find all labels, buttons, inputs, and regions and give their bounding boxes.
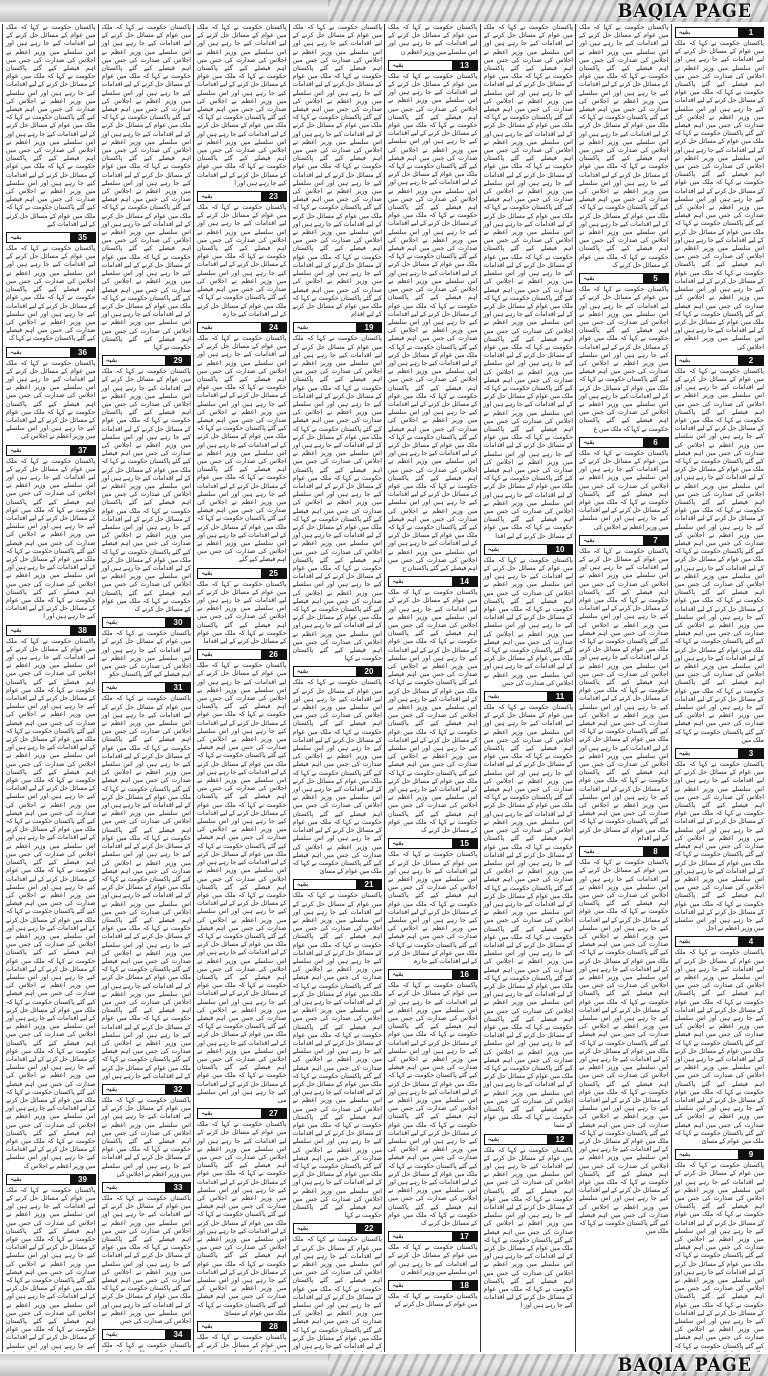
continuation-header — [6, 445, 96, 456]
continuation-number: 27 — [261, 1108, 287, 1119]
article-text: پاکستان حکومت نے کہا کہ ملک میں عوام کے مسائل حل کرنے کے لیے اقدامات کیے جا رہے ہیں اور اس سلسلے میں وزیر اعظم نے اجلاس کی صدارت کی جس میں اہم فیصلے کیے گئے پاکستان حکومت نے کہا کہ ملک میں عوام کے مسائل حل کرنے کے لیے اقدامات کیے جا رہے ہیں اور اس سلسلے میں وزیر اعظم نے اجلاس کی صدارت کی جس میں اہم فیصلے کیے گئے پاکستان حکومت نے کہا کہ ملک میں عوام کے مسائل حل کرنے کے لیے اقدامات کیے جا رہے ہیں اور اس سلسلے میں وزیر اعظم نے اجلاس کی صدارت کی جس میں اہم فیصلے کیے گئے پاکستان حکومت نے کہا کہ ملک میں عوام کے مسائل حل کرنے کے لیے اقدامات کیے جا رہے ہیں اور اس سلسلے میں وزیر اعظم نے اجلاس کی صدارت کی جس میں اہم فیصلے کیے گئے پاکستان حکومت نے کہا کہ ملک میں عوام کے مسائل حل کرنے کے لیے اقدامات کیے جا رہے ہیں اور اس سلسلے میں وزیر اعظم نے اجلاس کی صدارت کی جس میں اہم فیصلے کیے گئے پاکستان حکومت نے کہا کہ ملک میں عوام کے مسائل حل کرنے ک — [579, 24, 669, 269]
article-text: پاکستان حکومت نے کہا کہ ملک میں عوام کے مسائل حل کرنے کے لیے اقدامات کیے جا رہے ہیں اور اس سلسلے میں وزیر اعظم نے اجلاس کی صدارت کی جس میں اہم فیصلے کیے گئے پاکستان حکومت نے کہا کہ ملک میں عوام کے مسائل حل کرنے کے لیے اقداما — [197, 580, 287, 646]
continuation-label: بقیہ — [197, 1321, 261, 1332]
continuation-number: 33 — [165, 1182, 191, 1193]
article-text: پاکستان حکومت نے کہا کہ ملک میں عوام کے مسائل حل کرنے کے لیے اقدامات کیے جا رہے ہیں اور اس سلسلے میں وزیر اعظم نے اجلاس کی صدارت کی جس میں اہم فیصلے کیے گئے پاکستان حکومت نے کہا کہ ملک میں عوام کے مسائل حل کرنے کے لیے اقدامات کیے جا رہے ہیں اور اس سلسلے میں وزیر اعظم نے اجلاس کی صدارت کی جس میں اہم فیصلے کیے گئے پاکستان حکومت نے کہا کہ ملک میں عوام کے مسائل حل کرنے کے لیے اقدامات کیے جا رہے ہیں اور اس سلسلے میں وزیر اعظم نے اجلاس کی صدارت کی جس میں اہم فیصلے کیے گئے پاکستان حکومت نے کہا کہ ملک میں عوام کے مسائل حل کرنے کے لیے اقدامات کیے جا رہے ہیں اور اس سلسلے میں وزیر اعظم نے اجلاس کی صدارت کی جس میں اہم فیصلے کیے گئے پاکستان حکومت نے کہا کہ ملک میں عوام کے مسائ — [674, 949, 764, 1145]
article-text: پاکستان حکومت نے کہا کہ ملک میں عوام کے مسائل حل کرنے کے لیے اقدامات کیے جا رہے ہیں اور اس سلسلے میں وزیر اعظم نے اجلاس کی صدارت کی جس میں اہم فیصلے کیے گئے پاکستان حکومت نے کہا کہ ملک میں عوام کے مسائل حل کرنے کے لیے اقدامات کیے جا رہے ہیں اور اس سلسلے میں وزیر اعظم نے اجلاس کی — [579, 449, 669, 531]
continuation-header — [102, 355, 192, 366]
continuation-number: 34 — [165, 1329, 191, 1340]
continuation-number: 20 — [356, 666, 382, 677]
continuation-number: 35 — [70, 232, 96, 243]
continuation-number: 39 — [70, 1174, 96, 1185]
continuation-header — [484, 691, 574, 702]
continuation-header — [6, 232, 96, 243]
continuation-header — [197, 322, 287, 333]
article-text: پاکستان حکومت نے کہا کہ ملک میں عوام کے مسائل حل کرنے کے لیے اقدامات کیے جا رہے ہیں اور اس سلسلے میں وزیر اعظم نے اجلاس کی صدارت کی جس میں اہم فیصلے کیے گئے پاکستان حکومت نے کہا کہ ملک میں عوام کے مسائل حل کرنے کے لیے اقدامات کیے جا رہے ہیں اور اس سلسلے میں وزیر اعظم نے اجلاس کی صدارت کی جس میں اہم فیصلے کیے گئے پاکستان حکومت نے کہا کہ ملک میں عوام کے مسائل حل کرنے کے لیے اقدامات کیے جا رہے ہیں اور اس سلسلے میں وزیر اعظم نے اجلاس کی صدارت کی جس میں اہم فیصلے کیے گئے پاکستان حکومت نے کہا کہ ملک میں عوام کے مسائل حل کرنے کے لیے اقدامات کیے جا رہے ہیں اور اس سلسلے میں وزیر اعظم نے اجلاس کی صدارت کی جس میں اہم فیصلے کیے گئے پاکستان حکومت نے کہا کہ ملک میں عوام کے مسائل حل کرنے کے لیے اقدامات کیے جا رہے ہیں اور اس سلسلے میں وزیر اعظم نے اجلاس کی صدارت کی جس میں اہم فیصلے کیے گئے پاکستان حکومت نے کہا کہ ملک میں عوام کے مسائل حل کرنے کے لیے اقدامات کیے جا رہے ہیں اور اس سلسلے میں وزیر اعظم نے اجلاس کی صدارت کی جس میں اہم فیصلے کیے گئے پاکستان حکومت نے کہا کہ ملک میں عوام کے مسائل حل کرنے کے لیے اقدامات کیے جا رہے ہیں اور اس سلسلے میں وزیر اعظم نے اجلاس کی صدارت کی جس میں اہم فیصلے کیے گئے پاکستان حکومت نے کہا کہ ملک میں عوام کے مسائل حل کرنے کے لیے اقدامات کیے جا رہے ہیں اور اس سلسلے میں وزیر اعظم نے اجلاس کی صدارت کی جس میں اہم فیصلے کیے گئے پاکستان حکومت نے کہا کہ ملک میں عوام کے مسائل حل کرنے کے لیے اقدامات کیے جا رہے ہیں اور اس سلسلے میں وزیر اعظم نے اجلاس کی صدارت کی جس میں اہم فیصلے کیے گئے پاکستان حکومت نے کہا کہ ملک میں عوام کے مسائل حل کرنے کے لیے اقدامات کیے جا رہے ہیں اور اس سلسلے میں وزیر اعظم نے اجلاس کی صدارت کی جس میں اہم فیصلے کیے گئے پاکستان حکومت نے کہا کہ ملک میں عوام کے مسائل حل کرنے کے لیے اقدامات کیے جا رہے ہیں اور اس سلسلے میں وزیر اعظم نے اجلاس کی صدارت کی جس میں اہم فیصلے کیے گئے پاکستان حکومت نے کہا کہ ملک میں عوام کے مسائل حل کرنے کے لیے اقدامات کیے جا رہے ہیں اور اس سلسلے میں وزیر اعظم نے اجلاس ک — [6, 637, 96, 1170]
continuation-header — [579, 535, 669, 546]
news-column — [671, 24, 768, 1352]
article-text: پاکستان حکومت نے کہا کہ ملک میں عوام کے مسائل حل کرنے کے لیے اقدامات کیے جا رہے ہیں اور اس سلسلے میں وزیر اعظم نے اجلاس کی صدارت کی جس میں اہم فیصلے کیے گئے پاکستان حکومت نے کہا کہ ملک میں عوام کے مسائل حل کرنے کے لیے اقدامات کیے جا رہے ہیں اور اس سلسلے میں وزیر اعظم نے اجلاس کی صدارت کی جس میں اہم فیصلے کیے گئے پاکستان حکومت نے کہا کہ ملک میں عوام کے مسائل حل کرنے کے لیے اقدامات کیے جا رہے ہیں اور اس سلسلے میں وزیر اعظم نے اجلاس کی صدارت کی جس میں اہم فیصلے کیے گئے پاکستان حکومت نے کہا کہ ملک میں عوام کے مسائل حل کرنے کے لیے اقدامات کیے جا رہے ہیں اور اس سلسلے میں وزیر اعظم نے اجلاس کی صدارت کی جس میں اہم فیصلے کیے گئے پاکستان حکومت نے کہا کہ ملک میں عوام کے مسائل حل کرنے کے لیے اقدامات کیے جا رہے ہیں اور اس سلسلے میں وزیر اعظم نے اجلاس کی صدارت کی جس میں اہم فیصلے کیے گئے پاکستان حکومت نے کہا کہ ملک میں عوام کے مسائل حل کرنے کے لیے اقدامات کیے جا رہے ہیں اور اس سلسلے میں وزیر اعظم نے اجلاس کی صدارت کی جس میں اہم فیصلے کیے گئے پاکستان حکومت نے کہا کہ ملک میں عوام کے مسائل حل کرنے کے لیے اقدامات کیے جا رہے ہیں اور اس سلسلے میں وزیر اعظم نے اجلاس کی صدارت کی جس میں اہم فیصلے کیے گئے پاکستان حکومت نے کہا کہ ملک میں عوام کے مسائل حل کرنے کے لیے اقدامات کیے جا رہے ہیں اور اس سلسلے میں وزیر اعظم نے اجلاس کی صدارت کی جس میں اہم فیصلے کیے گئے پاکستان حکومت نے کہا کہ ملک میں عوام کے مسائل حل کرنے کے لیے اقدامات کیے جا رہے ہیں اور اس سلسلے میں وزیر اعظم نے اجلاس کی صدارت کی جس میں اہم فیصلے کیے گئے پاکستان حکومت نے کہا کہ ملک میں عوام کے مسائل حل کرنے کے لیے اقدامات کیے جا رہے ہیں اور اس سلسلے می — [197, 662, 287, 1104]
article-text: پاکستان حکومت نے کہا کہ ملک میں عوام کے مسائل حل کرنے کے لیے اقدامات کیے جا رہے ہیں اور اس سلسلے میں وزیر اعظم نے اجلاس کی صدارت کی جس میں اہم فیصلے کیے گئے پاکستان حکومت نے کہا کہ ملک میں عوام کے مسائل حل کرنے کے لیے اقدامات کیے جا رہے ہیں اور اس سلسلے میں وزیر اعظم نے اجلاس کی صدارت کی جس میں اہم فیصلے کیے گئے پاکستان حکومت نے کہا کہ ملک میں عوام کے مسائل حل کرنے کے لیے اقدامات کیے جا رہے ہیں اور اس سلسلے میں وزیر اعظم نے اجلاس کی صدارت کی جس میں اہم فیصلے کیے گئے پاکستان حکومت نے کہا کہ ملک میں عوام کے مسائل حل کرنے کے لیے اقدامات کیے جا رہے ہیں اور ا — [197, 24, 287, 187]
continuation-number: 23 — [261, 191, 287, 202]
continuation-header — [197, 1321, 287, 1332]
continuation-label: بقیہ — [102, 1329, 166, 1340]
article-text: پاکستان حکومت نے کہا کہ ملک میں عوام کے مسائل حل کرنے کے لیے اقدامات کیے جا رہے ہیں اور اس سلسلے میں وزیر اعظم نے اجلاس کی صدارت کی جس میں اہم فیصلے کیے گئے پاکستان حکومت نے کہا کہ ملک میں عوام کے مسائل حل کرنے کے لیے اقدامات کیے جا رہے ہیں اور اس سلسلے میں وزیر اعظم نے اجلاس کی صدارت کی جس میں اہم فیصلے کیے گئے پاکستان حکومت نے کہا کہ ملک میں عوام کے مسائل حل کرنے کے لیے اقدامات کیے جا رہے ہیں اور اس سلسلے میں وزیر اعظم نے اجلاس کی صدارت کی جس میں اہم فیصلے کیے گئے پاکستان حکومت نے کہا کہ ملک میں عوام کے مسائل حل کرنے کے لیے اقدامات کیے جا رہے ہیں اور اس سلسلے میں وزیر اعظم نے اجلاس کی صدارت کی جس میں اہم فیصلے کیے گئے پاکستان حکومت نے کہا کہ ملک میں عوام کے مسائل حل کرنے کے لیے اقدامات کیے جا رہے ہیں اور اس سلسلے میں وزیر اعظم نے اجلاس کی صدارت کی جس میں اہم فیصلے کیے گئے پاکستان حکومت نے کہا کہ ملک میں عوام کے مسائل حل کرنے کے لیے اقدامات کیے جا رہے ہیں اور اس سلسلے میں وزیر اعظم نے اجلاس کی صدارت کی جس میں اہم فیصلے کیے گئے پاکستان حکومت نے کہا کہ ملک میں عوام کے مسائل حل کرنے کے لیے اقدام — [292, 24, 382, 319]
continuation-header — [388, 1231, 478, 1242]
continuation-header — [102, 1329, 192, 1340]
continuation-number: 19 — [356, 322, 382, 333]
continuation-number: 15 — [452, 838, 478, 849]
continuation-label: بقیہ — [388, 576, 452, 587]
article-text: پاکستان حکومت نے کہا کہ ملک میں عوام کے مسائل حل کرنے کے لیے اقدامات کیے جا رہے ہیں اور اس سلسلے میں وزیر اعظم نے اجلاس کی صدارت کی جس میں اہم فیصلے کیے گئے پاکستان حکومت نے کہا کہ ملک میں عوام کے مسائل حل کرنے کے لیے اقدامات کیے جا رہے ہیں اور اس سلسلے میں وزیر اعظم نے اجلاس کی صدارت کی جس میں اہم فیصلے کیے گئے پاکستان حکومت نے کہا کہ ملک میں عوام کے مسائل حل کرنے کے لیے اقدامات کیے جا رہ — [388, 851, 478, 965]
continuation-label: بقیہ — [388, 838, 452, 849]
continuation-number: 26 — [261, 649, 287, 660]
continuation-number: 14 — [452, 576, 478, 587]
article-text: پاکستان حکومت نے کہا کہ ملک میں عوام کے مسائل حل کرنے کے لیے اقدامات کیے جا رہے ہیں اور اس سلسلے میں وزیر اعظم نے اجلاس کی صدارت کی جس میں اہم فیصلے کیے گئے پاکستان حکومت نے کہا کہ ملک میں عوام کے مسائل حل کرنے کے لیے اقدامات کیے جا رہے ہیں اور اس سلسلے میں وزیر اعظم نے اجلاس کی صدارت کی جس میں اہم فیصلے کیے گئے پاکستان حکومت نے کہا کہ ملک میں عوام کے مسائل حل کرنے کے لیے اقدامات کیے جا رہے ہیں اور اس سلسلے میں وزیر اعظم نے اجلاس کی صدارت کی جس میں اہم فیصلے کیے گئے پاکستان حکومت نے کہا کہ ملک میں عوام کے مسائل حل کرنے کے لیے اقدامات کیے جا رہے ہیں اور اس سلسلے میں وزیر اعظم نے اجلاس کی صدارت کی جس میں اہم فیصلے کیے گئے پاکستان حکومت نے کہا کہ ملک میں عوام کے مسائل حل کرنے کے لیے اقدامات کیے جا رہے ہیں اور اس سلسلے میں وزیر اعظم نے اجلاس کی صدارت کی جس میں اہم فیصلے کیے گئے پاکستان حکومت نے کہا کہ ملک میں عوام کے مسائل حل کرنے ک — [388, 589, 478, 835]
continuation-header — [197, 1108, 287, 1119]
continuation-label: بقیہ — [675, 1149, 739, 1160]
continuation-header — [675, 936, 765, 947]
article-text: پاکستان حکومت نے کہا کہ ملک میں عوام کے مسائل حل کرنے کے لیے اقدامات کیے جا رہے ہیں اور اس سلسلے میں وزیر اعظم نے اجلاس کی صدارت کی جس میں اہم فیصلے کیے گئے پاکستان حکومت نے کہا کہ ملک میں عوام کے مسائل حل کرنے کے لیے اقدامات کیے جا رہے ہیں اور اس سلسلے میں وزیر اعظم نے اجلاس کی صدارت کی جس میں اہم فیصلے کیے گئے پاکستان حکومت نے کہا کہ ملک میں عوام کے مسائل حل کرنے کے لیے اقدامات کیے جا رہے ہیں اور اس سلسلے میں وزیر اعظم نے اجلاس کی صدارت کی جس میں اہم فیصلے کیے گئے پاکستان حکومت نے کہا کہ ملک میں عوام کے مسائل حل کرنے کے لیے اقدامات کیے جا رہے ہیں اور اس سلسلے میں وزیر اعظم نے اجلاس کی صدارت کی جس میں اہم فیصلے کیے گئے پاکستان حکومت نے کہا کہ ملک میں عوام کے مسائل حل کرنے کے لیے اقدامات کیے جا رہے ہیں اور اس سلسلے میں وزیر اعظم نے اجلاس کی صدارت کی جس میں اہم فیصلے کیے گئے پاکستان حکومت نے کہا کہ ملک میں عوام کے مسائل حل کرنے کے لیے اقدامات کیے جا رہے ہیں اور اس سلسلے میں وزیر اعظم نے اجلاس کی صدارت کی جس میں اہم فیصلے کیے گئے پاکستان حکومت نے کہا کہ ملک میں عوام کے مسائل حل کرنے کے لیے اقدامات کیے جا رہے ہیں اور اس سلسلے میں وزیر اعظم نے اجلاس کی صدارت کی جس میں اہم فیصلے کیے گئے پاکستان حکومت نے کہا کہ ملک میں عوام کے مسائل حل کرنے کے لیے اقدامات کیے جا رہے ہیں اور اس سلسلے میں وزیر اعظم نے اجلاس کی صدارت کی جس میں اہم فیصلے کیے گئے پاکستان حکومت نے کہا کہ ملک میں — [579, 859, 669, 1236]
continuation-label: بقیہ — [102, 355, 166, 366]
continuation-label: بقیہ — [579, 273, 643, 284]
article-text: پاکستان حکومت نے کہا کہ ملک میں عوام کے مسائل حل کرنے کے لیے اقدامات کیے جا رہے ہیں اور اس سلسلے میں وزیر اعظم نے اجلاس کی صدارت کی جس میں اہم فیصلے کیے گئے پاکستان حکومت نے کہا کہ ملک میں عوام کے مسائل حل کرنے کے لیے اقدامات کیے جا رہے ہیں اور اس سلسلے میں وزیر اعظم نے اجلاس کی صدارت کی جس میں اہم فیصلے کیے گئے پاکستان حکومت نے کہا کہ ملک میں عوام کے مسائل حل کرنے کے لیے اقدامات کیے جا رہے ہیں اور اس سلسلے میں وزیر اعظم نے اجلاس کی صدارت کی جس میں اہم فیصلے کیے گئے پاکستان حکومت نے کہا کہ ملک میں عوام کے مسائل حل کرنے کے لیے اقدامات کیے جا رہے ہیں اور اس سلسلے میں وزیر اعظم نے اجلاس کی صدارت کی جس میں اہم فیصلے کیے گئے پاکستان حکومت نے کہا کہ ملک میں عوام کے مسائل حل کرنے کے لیے اقدامات کیے جا رہے ہیں اور اس سلسلے میں وزیر اعظم نے اجلاس کی صدارت کی جس میں اہم فیصلے کیے گئے پاکستان حکومت نے کہا کہ ملک میں عوام کے مسائل حل کرنے کے لیے اقدامات کیے جا رہے ہیں اور اس سلسلے میں وزیر اعظم نے اجلاس کی صدارت کی جس میں اہم فیصلے کیے گئے پاکستان حکومت نے کہا کہ ملک میں عوام کے مسائل حل کرنے کے لیے اقدامات کیے جا رہے ہیں اور اس سلسلے میں وزیر اعظم نے اجلاس کی صدارت کی جس میں اہم فیصلے کیے گئے پاکستان حکومت نے کہا — [292, 892, 382, 1220]
article-text: پاکستان حکومت نے کہا کہ ملک میں عوام کے مسائل حل کرنے کے لیے اقدامات کیے جا رہے ہیں اور اس سلسلے میں وزیر اعظم نے اجلاس کی صدارت کی جس میں اہم فیصلے کیے گئے پاکستان حکومت نے کہا کہ ملک میں عوام کے مسائل حل کرنے کے لیے اقدامات کیے جا رہے ہیں اور اس سلسلے میں وزیر اعظم نے اجلاس کی صدارت کی جس میں اہم فیصلے کیے گئے پاکستان حکومت نے کہا کہ ملک میں عوام کے مسائل حل کرنے کے لیے اقدامات کیے جا رہے ہیں اور اس سلسلے میں وزیر اعظم نے اجلاس کی صدارت کی جس میں اہم فیصلے کیے گئے پاکستان حکومت نے کہا کہ ملک میں عوام کے مسائل حل کرنے کے لیے اقدامات کیے جا رہے ہیں اور ا — [483, 1146, 573, 1310]
continuation-header — [6, 1174, 96, 1185]
continuation-header — [293, 879, 383, 890]
continuation-label: بقیہ — [6, 625, 70, 636]
continuation-label: بقیہ — [484, 691, 548, 702]
continuation-number: 6 — [643, 437, 669, 448]
continuation-header — [675, 355, 765, 366]
continuation-header — [675, 748, 765, 759]
footer-title: BAQIA PAGE — [617, 1354, 752, 1376]
article-text: پاکستان حکومت نے کہا کہ ملک میں عوام کے مسائل حل کرنے کے لیے اقدامات کیے جا رہے ہیں اور اس سلسلے میں وزیر اعظم نے اجلاس کی صدارت کی جس میں اہم فیصلے کیے گئے پاکستان حکومت نے کہا کہ ملک میں عوام کے مسائل حل کرنے کے لیے اقدامات کیے جا رہے ہیں اور اس سلسلے میں وزیر اعظم نے اجلاس کی صدارت کی جس میں اہم فیصلے کیے گئے پاکستان حکومت نے کہا کہ ملک میں عوام کے مسائل حل کرنے کے لیے اقدامات کیے جا رہے ہیں اور اس سلسلے میں وزیر اعظم نے اجلاس کی صدارت کی جس میں اہم فیصلے کیے گئے پاکستان حکومت نے کہا کہ ملک میں عوام کے مسائل حل کرنے کے لیے اقدامات کیے جا رہے ہیں اور اس سلسلے میں وزیر اعظم نے اجل — [674, 761, 764, 933]
continuation-number: 38 — [70, 625, 96, 636]
article-text: پاکستان حکومت نے کہا کہ ملک میں عوام کے مسائل حل کرنے کے لیے اقدامات کیے جا رہے ہیں اور اس سلسلے میں وزیر اعظم نے اجلاس کی صدارت کی جس میں اہم فیصلے کیے گئے پاکستان حکومت نے کہا کہ ملک میں عوام کے مسائل حل کرنے کے لیے اقدامات کیے جا رہے ہیں اور اس سلسلے میں وزیر اعظم نے اجلاس کی صدارت کی جس میں اہم فیصلے کیے گئے پاکستان حکومت نے کہا کہ ملک میں عوام کے مسائل حل کرنے کے لیے اقدامات کیے جا رہے ہیں اور اس سلسلے میں وزیر اعظم نے اجلاس کی صدارت کی جس میں اہم فیصلے کیے گئے پاکستان حکومت نے کہا کہ ملک میں عوام کے مسائل حل کرنے کے لیے اقدامات کیے جا رہے ہیں اور اس سلسلے میں وزیر اعظم نے اجلاس کی صدارت کی جس میں اہم فیصلے کیے گئے پاکستان حکومت نے کہا کہ ملک میں عوام کے مسائ — [197, 1121, 287, 1317]
continuation-label: بقیہ — [6, 347, 70, 358]
continuation-label: بقیہ — [675, 748, 739, 759]
continuation-header — [388, 969, 478, 980]
continuation-header — [102, 682, 192, 693]
continuation-header — [102, 617, 192, 628]
continuation-label: بقیہ — [197, 649, 261, 660]
continuation-header — [293, 666, 383, 677]
continuation-header — [675, 1149, 765, 1160]
continuation-label: بقیہ — [102, 1084, 166, 1095]
continuation-header — [579, 273, 669, 284]
article-text: پاکستان حکومت نے کہا کہ ملک میں عوام کے مسائل حل کرنے کے لیے اقدامات کیے جا رہے ہیں اور اس سلسلے میں وزیر اعظم نے اجلاس کی صدارت کی جس میں اہم فیصلے کیے گئے پاکستان حکومت نے کہا کہ ملک میں عوام کے مسائل حل کرنے کے لیے اقدامات کیے جا رہے ہیں اور اس سلسلے میں وزیر اعظم نے اجلاس کی صدارت کی جس میں اہم فیصلے کیے گئے پاکستان حکومت نے کہا کہ ملک میں عوام کے مسائل حل کرنے کے لیے اقدامات کیے جا رہے ہیں اور اس سلسلے میں وزیر اعظم نے اجلاس کی صدارت کی جس میں اہم فیصلے کیے گئے پاکستان حکومت نے کہا کہ ملک میں عوام کے مسائل حل کرنے کے لیے اقدامات کیے جا رہے ہیں اور اس سلسلے میں وزیر اعظم نے اجلاس کی صدارت کی جس میں اہم فیصلے کیے گئے پاکستان حکومت نے کہا کہ ملک میں عوام کے مسائل حل کرنے کے لیے اقدامات کیے جا رہے ہیں اور اس سلسلے میں وزیر اعظم نے اجلاس کی صدارت کی جس میں اہم فیصلے کیے گئے پاکستان حکومت نے کہا کہ ملک میں عوام کے مسائل حل کرنے کے لیے اقدامات کیے جا رہے ہیں اور اس سلسلے میں وزیر اعظم نے اجلاس کی صدارت کی جس میں اہم فیصلے کیے گئے پاکستان حکومت نے کہا کہ ملک میں عوام کے مسائل حل کرنے کے لیے اقدام — [579, 547, 669, 842]
news-column — [2, 24, 99, 1352]
newspaper-columns — [2, 24, 766, 1352]
continuation-number: 4 — [738, 936, 764, 947]
continuation-header — [293, 322, 383, 333]
continuation-label: بقیہ — [6, 445, 70, 456]
continuation-label: بقیہ — [579, 846, 643, 857]
article-text: پاکستان حکومت نے کہا کہ ملک میں عوام کے مسائل حل کرنے کے لیے اقدامات کیے جا رہے ہیں اور اس سلسلے میں وزیر اعظم نے اجلاس کی صدارت کی جس میں اہم فیصلے کیے گئے پاکستان حکومت نے کہا کہ ملک میں عوام کے مسائل حل کرنے کے لیے اقدامات کیے جا رہے ہیں اور اس سلسلے میں وزیر اعظم نے اجلاس کی صدارت کی جس میں اہم فیصلے کیے گئے پاکستان حکومت نے کہا کہ ملک میں عوام کے مسائل حل کرنے کے لیے اقدامات کیے جا رہے ہیں اور اس سلسلے میں وزیر اعظم نے اجلاس کی صدارت کی جس میں اہم فیصلے کیے گئے پاکستان حکومت نے کہا کہ ملک میں عوام کے مسائل حل کرنے کے لیے اقدامات کیے جا رہے ہیں اور ا — [6, 457, 96, 621]
news-column — [193, 24, 290, 1352]
continuation-label: بقیہ — [197, 1108, 261, 1119]
article-text: پاکستان حکومت نے کہا کہ ملک میں عوام کے مسائل حل کرنے کے لیے اقدامات کیے جا رہے ہیں اور اس سلسلے میں وزیر اعظم نے اجلاس کی صدارت کی جس میں اہم فیصلے کیے گئے پاکستان حکومت نے کہا کہ ملک میں عوام کے مسائل حل کرنے کے لیے اقدامات کیے جا رہے ہیں اور اس سلسلے میں وزیر اعظم نے اجلاس کی صدارت کی جس میں اہم فیصلے کیے گئے پاکستان حکومت نے کہا کہ ملک میں عوام کے مسائل حل کرنے کے لیے اقدامات کیے جا رہے ہیں اور اس سلسلے میں وزیر اعظم نے اجلاس کی صدارت کی جس میں اہم فیصلے کیے گئے پاکستان حکومت نے کہا کہ ملک میں عوام کے مسائل حل کرنے کے لیے اقدامات کیے جا رہے ہیں اور اس سلسلے میں وزیر اعظم نے اجلاس کی صدارت کی جس میں اہم فیصلے کیے گئے پاکستان حکومت نے کہا کہ ملک میں عوام کے مسائل حل کرنے کے لیے اقدامات کیے جا رہے ہیں اور اس سلسلے میں وزیر اعظم نے اجلاس کی صدارت کی جس میں اہم فیصلے کیے گئے پاکستان حکومت نے کہا کہ ملک میں عوام کے مسائل حل کرنے کے لیے اقدامات کیے جا رہے ہیں اور اس سلسلے میں وزیر اعظم نے اجلاس کی صدارت کی جس میں اہم فیصلے کیے گئے پاکستان حکومت نے کہا کہ ملک میں عوام کے مسائل حل کرنے کے لیے اقدامات کیے جا رہے ہیں اور اس سلسلے میں وزیر اعظم نے اجلاس کی — [674, 40, 764, 351]
continuation-label: بقیہ — [675, 355, 739, 366]
continuation-label: بقیہ — [388, 60, 452, 71]
page-title: BAQIA PAGE — [617, 0, 752, 22]
article-text: پاکستان حکومت نے کہا کہ ملک میں عوام کے مسائل حل کرنے کے لیے اقدامات کیے جا رہے ہیں اور اس سلسلے میں وزیر اعظم نے اجلاس کی صدارت کی جس میں اہم فیصلے کیے گئے پاکستان حکومت نے کہا کہ ملک میں عوام کے مسائل حل کرنے کے لیے اقدامات کیے جا رہے ہیں اور اس سلسلے میں وزیر اعظم نے اجلاس کی صدارت کی جس میں اہم فیصلے کیے گئے پاکستان حکومت نے کہا کہ ملک میں عوام کے مسائل حل کرنے کے لیے اقدامات کیے جا رہے ہیں اور اس سلسلے میں وزیر اعظم نے اجلاس کی صدارت کی جس میں اہم فیصلے کیے گئے پاکستان حکومت نے کہا کہ ملک میں عوام کے مسائل حل کرنے کے لیے اقدامات کیے جا رہے ہیں اور اس سلسلے میں وزیر اعظم نے اجلاس کی صدارت کی جس میں اہم فیصلے کیے گئے پاکستان حکومت نے کہا کہ ملک میں عوام کے مسائل حل کرنے کے لیے اقدامات کیے جا رہے ہیں اور اس سلسلے میں وزیر اعظم نے اجلاس کی صدارت کی جس میں اہم فیصلے کیے گئے پاکستان حکومت نے کہا کہ ملک میں عوام کے مسائل حل کرنے کے لیے اقدامات کیے جا رہے ہیں اور اس سلسلے میں وزیر اعظم نے اجلاس کی صدارت کی جس میں اہم فیصلے کیے گئے پاکستان حکومت نے کہا کہ ملک میں عوام کے مسائل حل کرنے کے لیے اقدامات کیے جا رہے ہیں اور اس سلسلے میں وزیر اعظم نے اجلاس کی صدارت کی جس میں اہم فیصلے کیے گئے پاکستان حکومت نے کہا کہ ملک میں عوام کے مسائل حل کرنے کے لیے اقدامات کیے جا رہے ہیں اور اس سلسلے میں وزیر اعظم نے اجلاس کی صدارت کی جس میں اہم فیصلے کیے گئے پاکستان حکومت نے کہا کہ ملک میں عوام کے مسائل حل کرنے کے لیے اقدامات کیے جا رہے ہیں اور اس سلسلے میں وزیر اعظم نے اجلاس کی صدارت کی جس میں اہم فیصلے کیے گئے پاکستان حکومت نے کہا کہ ملک میں عوام کے مسائل حل کرنے کے لیے اقدامات کیے جا رہے ہیں اور اس سلسلے میں وزیر اعظم نے اجلاس کی صدارت کی جس میں اہم فیصلے کیے گئے پاکستان حکومت نے کہا کہ ملک میں عوام کے مسائل حل کرنے کے لیے اقدامات کیے جا رہے ہیں اور اس سلسلے میں وزیر اعظم نے اجلاس کی صدارت کی جس میں اہم فیصلے کیے گئے پاکستان ح — [388, 72, 478, 572]
article-text: پاکستان حکومت نے کہا کہ ملک میں عوام کے مسائل حل کرنے کے لیے اقدامات کیے جا رہے ہیں اور اس سلسلے میں وزیر اعظم نے اجلاس کی صدارت کی جس میں اہم فیصلے کیے گئے پاکستان حکومت نے کہا کہ ملک میں عوام کے مسائل حل کرنے کے لیے اقدامات کیے جا رہے ہیں اور اس سلسلے میں وزیر اعظم نے اجلاس کی صدارت کی جس میں اہم فیصلے کیے گئے پاکستان حکومت نے کہا کہ ملک میں عوام کے مسائل حل کرنے کے لیے اقدامات کیے جا رہے ہیں اور اس سلسلے میں وزیر اعظم نے اجلاس کی صدارت کی جس میں اہم فیصلے کیے گئے پاکستان حکومت نے کہا کہ ملک میں عوام کے مسائل حل کرنے کے لیے اقدامات کیے جا رہے ہیں اور اس سلسلے میں وزیر اعظم نے اجلاس کی صدارت کی جس میں اہم فیصلے کیے گئے پاکستان حکومت نے کہا کہ ملک میں عوام کے مسائل حل کرنے کے لیے اقدامات کیے جا رہے ہیں اور اس سلسلے میں وزیر اعظم نے اجلاس کی صدارت کی جس میں اہم فیصلے کیے گئے پاکستان حکومت نے کہا کہ ملک میں عوام کے مسائل حل کرنے کے لیے اقدامات کیے جا رہے ہیں اور اس سلسلے میں وزیر اعظم نے اجلاس کی صدارت کی جس میں اہم فیصلے کیے گئے پاکستان حکومت نے کہا کہ ملک میں عوام کے مسائل حل کرنے کے لیے اقدامات کیے جا رہے ہیں اور اس سلسلے میں وزیر اعظم نے اجلاس کی صدارت کی جس میں اہم فیصلے کیے گئے پاکستان حکومت نے کہا کہ ملک میں عوام کے مسائل حل کرنے کے لیے اقدامات کیے جا رہے ہیں اور اس سلسلے میں وزیر اعظم نے اجلاس کی صدارت کی جس میں اہم فیصلے کیے گئے پاکستان حکومت نے کہا کہ ملک میں عوام کے مسائل حل کرنے کے لیے اقدامات کیے جا رہے ہیں اور — [101, 695, 191, 1080]
continuation-label: بقیہ — [197, 191, 261, 202]
continuation-label: بقیہ — [102, 617, 166, 628]
continuation-header — [6, 625, 96, 636]
continuation-number: 3 — [738, 748, 764, 759]
continuation-label: بقیہ — [293, 879, 357, 890]
continuation-header — [197, 191, 287, 202]
continuation-number: 8 — [643, 846, 669, 857]
continuation-label: بقیہ — [579, 437, 643, 448]
article-text: پاکستان حکومت نے کہا کہ ملک میں عوام کے مسائل حل کرنے کے لیے اقدامات کیے جا رہے ہیں اور اس سلسلے میں وزیر اعظم نے اجلاس کی صدارت کی جس میں اہم فیصلے کیے گئے پاکستان حکومت نے کہا کہ ملک میں عوام کے مسائل حل کرنے کے لیے اقدامات کیے جا رہے ہیں اور اس سلسلے میں وزیر اعظم نے اجلاس کی — [101, 1096, 191, 1178]
article-text: پاکستان حکومت نے کہا کہ ملک میں عوام کے مسائل حل کرنے کے لیے اقدامات کیے جا رہے ہیں اور اس سلسلے میں وزیر اعظم نے اجلاس کی صدارت کی جس میں اہم فیصلے کیے گئے پاکستان حکومت نے کہا کہ ملک میں عوام کے مسائل حل کرنے کے لیے اقدامات کیے جا رہے ہیں اور اس سلسلے میں وزیر اعظم نے اجلاس کی صدارت کی جس میں اہم فیصلے کیے گئے پاکستان حکومت نے کہا کہ ملک میں عوام کے مسائل حل کرنے کے لیے اقدامات کیے جا رہے ہیں اور اس سلسلے میں وزیر اعظم نے اجلاس کی صدارت کی جس میں اہم فیصلے کیے گئے پاکستان حکومت نے کہا کہ ملک میں عوام کے مسائل حل کرنے کے لیے اقدامات کیے جا رہے ہیں اور اس سلسلے میں وزیر اعظم نے اجلاس کی صدارت کی جس میں اہم فیصلے کیے گئے پاکستان حکومت نے کہا کہ ملک میں عوام کے مسائل حل کرنے کے لیے اقدامات کیے جا رہے ہیں اور اس سلسلے میں وزیر اعظم نے اجلاس کی صدارت کی جس میں اہم فیصلے کیے گئے پاکستان حکومت نے کہا کہ ملک میں عوام کے مسائل حل کرنے ک — [388, 982, 478, 1228]
continuation-number: 16 — [452, 969, 478, 980]
continuation-header — [197, 649, 287, 660]
continuation-number: 10 — [547, 544, 573, 555]
continuation-label: بقیہ — [388, 1231, 452, 1242]
continuation-label: بقیہ — [197, 568, 261, 579]
continuation-number: 28 — [261, 1321, 287, 1332]
continuation-label: بقیہ — [6, 1174, 70, 1185]
article-text: پاکستان حکومت نے کہا کہ ملک میں عوام کے مسائل حل کرنے کے لیے اقدامات کیے جا رہے ہیں اور اس سلسلے میں وزیر اعظم نے اجلاس کی صدارت کی جس میں اہم فیصلے کیے گئے پاکستان حکومت نے کہا کہ ملک میں عوام کے مسائل حل کرنے کے لیے اقدامات کیے جا رہے ہیں اور اس سلسلے میں وزیر اعظم نے اجلاس کی صدارت کی جس میں اہم فیصلے کیے گئے پاکستان حکومت نے کہا کہ ملک میں عوام کے مسائل حل کرنے کے لیے اقدامات کیے جا رہے ہیں اور اس سلسلے میں وزیر اعظم نے اجلاس کی صدارت کی جس — [483, 556, 573, 687]
continuation-number: 7 — [643, 535, 669, 546]
continuation-label: بقیہ — [484, 1134, 548, 1145]
continuation-number: 5 — [643, 273, 669, 284]
continuation-header — [293, 1223, 383, 1234]
news-column — [384, 24, 481, 1352]
article-text: پاکستان حکومت نے کہا کہ ملک میں عوام کے مسائل حل کرنے کے لیے اقدامات کیے جا رہے ہیں اور اس سلسلے میں وزیر اعظم نے اجلاس کی صدارت کی جس میں اہم فیصلے کیے گئے پاکستان حکومت نے کہا کہ ملک میں عوام کے مسائل حل کرنے کے لیے اقدامات کیے جا رہے ہیں اور اس سلسلے میں وزیر اعظم نے اجلاس کی صدارت کی جس میں اہم فیصلے کیے گئے پاکستان حکومت نے کہا کہ ملک میں عوام کے مسائل حل کرنے کے لیے اقدامات کیے جا رہے ہیں اور اس سلسلے میں وزیر اعظم نے اجلاس کی صدارت کی جس میں اہم فیصلے کیے گئے پاکستان حکومت نے کہا کہ ملک میں عوام کے مسائل حل کرنے کے لیے اقدامات کیے جا رہے ہیں اور اس سلسلے میں وزیر اعظم نے اجلاس کی صدارت کی جس میں اہم فیصلے کیے گئے پاکستان حکومت نے کہا کہ ملک میں عوام کے مسائل حل کرنے کے لیے اقدامات کیے جا رہے ہیں اور اس سلسلے میں وزیر اعظم نے اجلاس کی صدارت کی جس میں اہم فیصلے کیے گئے — [197, 334, 287, 564]
continuation-number: 2 — [738, 355, 764, 366]
continuation-number: 13 — [452, 60, 478, 71]
continuation-label: بقیہ — [293, 1223, 357, 1234]
article-text: پاکستان حکومت نے کہا کہ ملک میں عوام کے مسائل حل کرنے کے لیے اقدامات کیے جا رہے ہیں اور اس سلسلے میں وزیر اعظم نے اجلاس کی صدارت کی جس میں اہم فیصلے کیے گئے پاکستان حکومت نے کہا کہ ملک میں عوام کے مسائل حل کرنے کے لیے اقدامات کیے جا رہے ہیں اور اس سلسلے میں وزیر اعظم نے اجلاس کی صدارت کی جس میں اہم فیصلے کیے گئے پاکستان حکومت نے کہا ک — [6, 245, 96, 343]
article-text: پاکستان حکومت نے کہا کہ ملک میں عوام کے مسائل حل کرنے کے لیے اقدامات کیے جا رہے ہیں اور اس سلسلے میں وزیر اعظم نے اجلاس کی صدارت کی جس میں اہم فیصلے کیے گئے پاکستان حکومت نے کہا کہ ملک میں عوام کے مسائل حل کرنے کے لیے اقدامات کیے جا رہے ہیں اور اس سلسلے میں وزیر اعظم نے اجلاس کی صدارت کی جس میں اہم فیصلے کیے گئے پاکستان حکومت نے کہا کہ ملک میں عوام کے مسائل حل کرنے کے لیے اقدامات کیے جا رہے ہیں اور — [292, 1236, 382, 1351]
article-text: پاکستان حکومت نے کہا کہ ملک میں عوام کے مسائل حل کرنے کے لیے اقدامات کیے جا رہے ہیں اور اس سلسلے میں وزیر اعظم نے اجلاس کی صدارت کی جس میں اہم فیصلے کیے گئے پاکستان حکو — [101, 630, 191, 679]
article-text: پاکستان حکومت نے کہا کہ ملک میں عوام کے مسائل حل کرنے کے لیے اقدامات کیے جا رہے ہیں اور اس سلسلے میں وزیر اعظم نے اجلاس کی صدارت کی جس میں اہم فیصلے کیے گئے پاکستان حکومت نے کہا کہ ملک میں عوام کے مسائل حل کرنے کے لیے اقدامات کیے جا رہے ہیں اور اس سلسلے میں وزیر اعظم نے اجلاس کی صدارت کی جس میں اہم فیصلے کیے گئے پاکستان حکومت نے کہا کہ ملک میں عوام کے مسائل حل کرنے کے لیے اقدامات کیے جا رہے ہیں اور اس سلسلے میں وزیر اعظم نے اجلاس کی صدارت کی جس میں اہم فیصلے کیے گئے پاکستان حکومت نے کہا کہ ملک میں عوام کے مسائل حل کرنے کے لیے اقدامات کیے جا رہے ہیں اور اس سلسلے میں وزیر اعظم نے اجلاس کی صدارت کی جس میں اہم فیصلے کیے گئے پاکستان حکومت نے کہا کہ ملک میں عوام کے مسائل حل کرنے کے لیے اقدامات کیے — [6, 24, 96, 228]
continuation-number: 30 — [165, 617, 191, 628]
continuation-number: 12 — [547, 1134, 573, 1145]
article-text: پاکستان حکومت نے کہا کہ ملک میں عوام کے مسائل حل کرنے کے لیے اقدامات کیے جا رہے ہیں اور اس سلسلے میں وزیر اعظم نے اجلاس کی صدارت کی جس میں اہم فیصلے کیے گئے پاکستان حکومت نے کہا کہ ملک میں عوام کے مسائل حل کرنے کے لیے اقدامات کیے جا رہے ہیں اور اس سلسلے میں وزیر اعظم نے اجلاس کی صدارت کی جس میں اہم فیصلے کیے گئے پاکستان حکومت نے کہا کہ ملک میں عوام کے مسائل حل کرنے کے لیے اقدامات کیے جا رہے ہیں اور اس سلسلے میں وزیر اعظم نے اجلاس کی صدارت کی جس میں اہم فیصلے کیے گئے پاکستان حکومت نے کہا کہ ملک میں عوام کے مسائل حل کرنے کے لیے اقدامات کیے جا رہے ہیں اور اس سلسلے میں وزیر اعظم نے اجلاس کی صدارت کی جس میں اہم فیصلے کیے گئے پاکستان حکومت نے کہا کہ ملک میں عوام کے مسائل حل کرنے کے لیے اقدامات کیے جا رہے ہیں اور اس سلسلے میں وزیر اعظم نے اجلاس کی صدارت کی جس میں اہم فیصلے کیے گئے پاکستان حکومت نے کہا کہ ملک میں عوام کے مسائل حل کرنے کے لیے اقدامات کیے جا رہے ہیں اور اس سلسلے میں وزیر اعظم نے اجلاس کی صدارت کی جس میں اہم فیصلے کیے گئے پاکستان حکومت نے کہا کہ ملک میں عوام کے مسائل حل کرنے کے لیے اقدامات کیے جا رہے ہیں اور اس سلسلے میں وزیر اعظم نے اجلاس کی صدارت کی جس میں اہم فیصلے کیے گئے پاکستان حکومت نے کہا — [101, 24, 191, 351]
news-column — [98, 24, 195, 1352]
continuation-header — [102, 1084, 192, 1095]
continuation-number: 22 — [356, 1223, 382, 1234]
continuation-number: 18 — [452, 1280, 478, 1291]
news-column — [289, 24, 386, 1352]
continuation-header — [388, 838, 478, 849]
article-text: پاکستان حکومت نے کہا کہ ملک میں عوام کے مسائل حل کرنے کے لیے اقدامات کیے جا رہے ہیں اور اس سلسلے میں وزیر اعظم نے اجلاس کی صدارت کی جس میں اہم فیصلے کیے گئے پاکستان حکومت نے کہا کہ ملک میں عوام کے مسائل حل کرنے کے لیے اقدامات کیے جا رہے ہیں اور اس سلسلے میں وزیر اعظم نے اجلاس کی صدارت کی جس میں اہم فیصلے کیے گئے پاکستان حکومت نے کہا کہ ملک میں عوام کے مسائل حل کرنے کے لیے اقدامات کیے جا رہے ہیں اور اس سلسلے میں وزیر اعظم نے اجلاس کی صدارت کی جس میں اہم فیصلے کیے گئے پاکستان حکومت نے کہا کہ ملک میں عوام کے مسائل حل کرنے کے لیے اقدامات کیے جا رہے ہیں اور اس سلسلے میں وزیر اعظم نے اجلاس کی صدارت کی جس میں اہم فیصلے کیے گئے پاکستان حکومت نے کہا کہ ملک میں عوام کے مسائل حل کرنے کے لیے اقدامات کیے جا رہے ہیں اور اس سلسلے میں وزیر اعظم نے اجلاس کی صدارت کی جس میں اہم فیصلے کیے گئے پاکستان حکومت نے کہا کہ ملک میں عوام کے مسائل حل کرنے کے لیے اقدامات کیے جا رہے ہیں اور اس سلسلے میں وزیر اعظم نے اجلاس کی صدارت کی جس میں اہم فیصلے کیے گئے پاکستان حکومت نے کہا کہ ملک میں عوام کے مسائل حل کرنے کے لیے اقدامات کیے جا رہے ہیں اور اس سلسلے میں وزیر اعظم نے اجلاس کی صدارت کی جس میں اہم فیصلے کیے گئے پاکستان حکومت نے کہا کہ ملک میں عوام کے مسائل حل کرنے کے لیے اقدامات کیے جا رہے ہیں اور اس سلسلے میں وزیر اعظم نے اجلاس کی صدارت کی جس میں اہم فیصلے کیے گئے پاکستان حکومت نے کہا کہ ملک میں عوام کے مسائل حل کرنے کے لیے اقدامات کیے جا رہے ہیں اور اس سلسلے میں وزیر اعظم نے اجلاس کی صدارت کی جس میں اہم فیصلے کیے گئے پاکستان حکومت نے کہا کہ ملک میں عوام کے مسائل حل کرنے کے لیے اقدامات کیے جا رہے ہیں اور اس سلسلے میں وزیر اعظم نے اجلاس کی صدارت کی جس میں اہم فیصلے کیے گئے پاکستان حکومت نے کہا کہ ملک میں عوام کے مسائل حل کرنے کے لیے اقدامات کیے جا رہے ہیں اور اس سلسلے میں وزیر اعظم نے اجلاس کی صدارت کی جس میں اہم فیصلے کیے گئے پاکستان حکومت نے کہا کہ ملک میں عوام کے مسائل حل کرنے کے لیے اقدا — [483, 24, 573, 540]
bottom-banner — [0, 1354, 768, 1376]
continuation-header — [102, 1182, 192, 1193]
continuation-header — [484, 1134, 574, 1145]
continuation-number: 31 — [165, 682, 191, 693]
continuation-header — [388, 1280, 478, 1291]
continuation-number: 9 — [738, 1149, 764, 1160]
continuation-header — [388, 576, 478, 587]
article-text: پاکستان حکومت نے کہا کہ ملک میں عوام کے مسائل حل کرنے کے — [197, 1334, 287, 1350]
article-text: پاکستان حکومت نے کہا کہ ملک میں عوام کے مسائل حل کرنے کے لیے اقدامات کیے جا رہے ہیں اور اس سلسلے میں وزیر اعظم نے اجلاس کی صدارت کی جس میں اہم فیصلے کیے گئے پاکستان حکومت نے کہا کہ ملک میں عوام کے مسائل حل کرنے کے لیے اقدامات کیے جا رہے ہیں اور اس سلسلے میں وزیر اعظم نے اجلاس کی صدارت کی جس میں اہم فیصلے کیے گئے پاکستان حکومت نے کہا کہ ملک میں عوام کے مسائل حل کرنے کے لیے اقدامات کیے جا رہے ہیں اور اس سلسلے میں وزیر اعظم نے اجلاس کی صدارت کی جس میں اہم فیصلے کیے گئے پاکستان حکومت نے کہا کہ ملک میں عوام کے مسائل حل کرنے کے لیے اقدامات کیے جا رہے ہیں اور اس سلسلے میں وزیر اعظم نے اجلاس کی صدارت کی جس میں اہم فیصلے کیے گئے پاکستان حکومت نے کہا کہ ملک میں عوام کے مسائل حل کرنے کے لیے اقدامات کیے جا رہے ہیں اور اس سلسلے میں وزیر اعظم نے اجلاس کی صدارت کی جس میں اہم فیصلے کیے گئے پاکستان حکومت نے کہا کہ ملک میں عوام کے مسائل حل کرنے ک — [101, 368, 191, 614]
continuation-label: بقیہ — [6, 232, 70, 243]
article-text: پاکستان حکومت نے کہا کہ ملک میں عوام کے مسائل حل کرنے کے لیے اقدامات کیے جا رہے ہیں اور اس سلسلے میں وزیر اعظم نے اجلاس کی صدارت کی جس میں اہم فیصلے کیے گئے پاکستان حکومت نے کہا کہ ملک میں عوام کے مسائل حل کرنے کے لیے اقدامات کیے جا رہے ہیں اور اس سلسلے میں وزیر اعظم نے اجلاس کی صدارت کی جس میں اہم فیصلے کیے گئے پاکستان حکومت نے کہا کہ ملک میں عوام کے مسائل حل کرنے کے لیے اقدامات کیے جا رہے ہیں اور اس سلسلے میں وزیر اعظم نے اجلاس کی صدارت کی جس میں اہم فیصلے کیے گئے پاکستان حکومت نے کہا کہ ملک میں عوام کے مسائل حل کرنے کے لیے اقدامات کیے جا رہے ہیں اور اس سلسلے — [6, 1186, 96, 1350]
continuation-label: بقیہ — [102, 1182, 166, 1193]
article-text: پاکستان حکومت نے کہا کہ ملک میں عوام کے مسائل حل کرنے کے لیے اقدامات کیے جا رہے ہیں اور اس سلسلے میں وزیر اعظم نے اجلاس کی صدارت کی جس میں اہم فیصلے کیے گئے پاکستان حکومت نے کہا کہ ملک میں عوام کے مسائل حل کرنے کے لیے اقدامات کیے جا رہے ہیں اور اس سلسلے میں وزیر اعظم نے اجلاس کی صدارت کی جس میں اہم فیصلے کیے گئے پاکستان حکومت نے کہا کہ ملک میں عوام کے مسائل حل کرنے کے لیے اقدامات کیے جا رہے ہیں اور اس سلسلے میں وزیر اعظم نے اجلاس کی صدارت کی جس میں اہم فیصلے کیے گئے پاکستان حکومت نے کہا کہ ملک میں عوام کے مسائل حل کرنے کے لیے اقدامات کیے جا رہے ہیں اور اس سلسلے میں وزیر اعظم نے اجلاس کی صدارت کی جس میں اہم فیصلے کیے گئے پاکستان حکومت نے کہا کہ ملک میں عوام کے مسائل حل کرنے کے لیے اقدامات کیے جا رہے ہیں اور اس سلسلے میں وزیر اعظم نے اجلاس کی صدارت کی جس میں اہم فیصلے کیے گئے پاکستان حکومت نے کہا کہ ملک میں عوام کے مسائل حل کرنے کے لیے اقدامات کیے جا رہے ہیں اور اس سلسلے میں وزیر اعظم نے اجلاس کی صدارت کی جس میں اہم فیصلے کیے گئے پاکستان حکومت نے کہا کہ ملک میں عوام کے مسائل حل کرنے کے لیے اقدامات کیے جا رہے ہیں اور اس سلسلے میں وزیر اعظم نے اجلاس کی صدارت کی جس میں اہم فیصلے کیے گئے پاکستان حکومت نے کہا — [292, 335, 382, 663]
top-banner — [0, 0, 768, 22]
continuation-number: 29 — [165, 355, 191, 366]
continuation-label: بقیہ — [675, 27, 739, 38]
continuation-label: بقیہ — [293, 322, 357, 333]
continuation-label: بقیہ — [484, 544, 548, 555]
continuation-header — [579, 846, 669, 857]
article-text: پاکستان حکومت نے کہا کہ ملک میں عوام کے مسائل حل کرنے کے — [388, 1293, 478, 1309]
continuation-header — [197, 568, 287, 579]
continuation-label: بقیہ — [675, 936, 739, 947]
article-text: پاکستان حکومت نے کہا کہ ملک میں عوام کے مسائل حل کرنے کے لیے اقدامات کیے جا رہے ہیں اور اس سلسلے میں وزیر اعظم نے اجلاس کی صدارت کی جس میں اہم فیصلے کیے گئے پاکستان حکومت نے کہا کہ ملک میں عوام کے مسائل حل کرنے کے لیے اقدامات کیے جا رہے ہیں اور اس سلسلے میں وزیر اعظم نے اجلاس کی — [6, 359, 96, 441]
continuation-header — [675, 27, 765, 38]
continuation-label: بقیہ — [102, 682, 166, 693]
article-text: پاکستان حکومت نے کہا کہ ملک میں عوام کے مسائل حل کرنے کے لیے اقدامات کیے جا رہے ہیں اور اس سلسلے میں وزیر اعظم نے اجلاس کی صدارت کی جس میں اہم فیصلے کیے گئے پاکستان حکومت نے کہا کہ ملک میں عوام کے مسائل حل کرنے کے لیے اقدامات کیے جا رہے ہیں اور اس سلسلے میں وزیر اعظم نے اجلاس کی صدارت کی جس میں اہم فیصلے کیے گئے پاکستان حکومت نے کہا کہ ملک میں عوام کے مسائل حل کرنے کے لیے اقدامات کیے جا رہے ہیں اور اس سلسلے میں وزیر اعظم نے اجلاس کی صدارت کی جس میں اہم فیصلے کیے گئے پاکستان حکومت نے کہا کہ ملک میں عوام کے مسائل حل کرنے کے لیے اقدامات کیے جا رہے ہیں اور اس سلسلے میں وزیر اعظم نے اجلاس کی صدارت کی جس میں اہم فیصلے کیے گئے پاکستان حکومت نے کہا کہ ملک میں عوام کے مسائ — [292, 679, 382, 876]
continuation-header — [388, 60, 478, 71]
continuation-label: بقیہ — [388, 969, 452, 980]
continuation-header — [579, 437, 669, 448]
article-text: پاکستان حکومت نے کہا کہ ملک — [101, 1342, 191, 1350]
continuation-number: 25 — [261, 568, 287, 579]
article-text: پاکستان حکومت نے کہا کہ ملک میں عوام کے مسائل حل کرنے کے لیے اقدامات کیے جا رہے ہیں اور اس سلسلے میں وزیر اعظم نے اجلاس کی صدارت کی جس میں اہم فیصلے کیے گئے پاکستان حکومت نے کہا کہ ملک میں عوام کے مسائل حل کرنے کے لیے اقدامات کیے جا رہے ہیں اور اس سلسلے میں وزیر اعظم نے اجلاس کی صدارت کی جس میں اہم فیصلے کیے گئے پاکستان حکومت نے کہا کہ ملک میں عوام کے مسائل حل کرنے کے لیے اقدامات کیے جا رہے ہیں اور اس سلسلے میں وزیر اعظم نے اجلاس کی صدارت کی جس میں اہم فیصلے کیے گئے پاکستان حکومت نے کہا کہ ملک میں عوام کے مسائل حل کرنے کے لیے اقدامات کیے جا رہے ہیں اور اس سلسلے میں وزیر اعظم نے اجلاس کی صدارت کی جس میں اہم فیصلے کیے گئے پاکستان حکومت نے کہا کہ — [674, 1162, 764, 1350]
continuation-header — [6, 347, 96, 358]
news-column — [575, 24, 672, 1352]
article-text: پاکستان حکومت نے کہا کہ ملک میں عوام کے مسائل حل کرنے کے لیے اقدامات کیے جا رہے ہیں اور اس سلسلے میں وزیر اعظم نے اجلاس کی صدارت کی جس میں اہم فیصلے کیے گئے پاکستان حکومت نے کہا کہ ملک میں عوام کے مسائل حل کرنے کے لیے اقدامات کیے جا رہے ہیں اور اس سلسلے میں وزیر اعظم نے اجلاس کی صدارت کی جس میں اہم فیصلے کیے گئے پاکستان حکومت نے کہا کہ ملک میں عوام کے مسائل حل کرنے کے لیے اقدامات کیے جا رہے ہیں اور اس سلسلے میں وزیر اعظم نے اجلاس کی صدارت کی جس میں اہم فیصلے کیے گئے پاکستان حکومت نے کہا کہ ملک میں ع — [579, 286, 669, 433]
article-text: پاکستان حکومت نے کہا کہ ملک میں عوام کے مسائل حل کرنے کے لیے اقدامات کیے جا رہے ہیں اور اس سلسلے میں وزیر اعظم نے اجلاس کی صدارت کی جس میں اہم فیصلے کیے گئے پاکستان حکومت نے کہا کہ ملک میں عوام کے مسائل حل کرنے کے لیے اقدامات کیے جا رہے ہیں اور اس سلسلے میں وزیر اعظم نے اجلاس کی صدارت کی جس میں اہم فیصلے کیے گئے پاکستان حکومت نے کہا کہ ملک میں عوام کے مسائل حل کرنے کے لیے اقدامات کیے جا رہے ہیں اور اس سلسلے میں وزیر اعظم نے اجلاس کی صدارت کی جس میں اہم فیصلے کیے گئے پاکستان حکومت نے کہا کہ ملک میں عوام کے مسائل حل کرنے کے لیے اقدامات کیے جا رہے ہیں اور اس سلسلے میں وزیر اعظم نے اجلاس کی صدارت کی جس میں اہم فیصلے کیے گئے پاکستان حکومت نے کہا کہ ملک میں عوام کے مسائل حل کرنے کے لیے اقدامات کیے جا رہے ہیں اور اس سلسلے میں وزیر اعظم نے اجلاس کی صدارت کی جس میں اہم فیصلے کیے گئے پاکستان حکومت نے کہا کہ ملک میں عوام کے مسائل حل کرنے کے لیے اقدامات کیے جا رہے ہیں اور اس سلسلے میں وزیر اعظم نے اجلاس کی صدارت کی جس میں اہم فیصلے کیے گئے پاکستان حکومت نے کہا کہ ملک میں عوام کے مسائل حل کرنے کے لیے اقدامات کیے جا رہے ہیں اور اس سلسلے میں وزیر اعظم نے اجلاس کی صدارت کی جس میں اہم فیصلے کیے گئے پاکستان حکومت نے کہا کہ ملک میں عوام کے مسائل حل کرنے کے لیے اقدامات کیے جا رہے ہیں اور اس سلسلے میں وزیر اعظم نے اجلاس کی صدارت کی جس میں اہم فیصلے کیے گئے پاکستان حکومت نے کہا کہ ملک میں — [674, 367, 764, 744]
continuation-number: 11 — [547, 691, 573, 702]
continuation-number: 1 — [738, 27, 764, 38]
article-text: پاکستان حکومت نے کہا کہ ملک میں عوام کے مسائل حل کرنے کے لیے اقدامات کیے جا رہے ہیں اور اس سلسلے میں وزیر اعظم نے اجلاس کی صدارت کی جس میں اہم فیصلے کیے گئے پاکستان حکومت نے کہا کہ ملک میں عوام کے مسائل حل کرنے کے لیے اقدامات کیے جا رہے ہیں اور اس سلسلے میں وزیر اعظم نے اجلاس کی صدارت کی جس میں اہم فیصلے کیے گئے پاکستان حکومت نے کہا کہ ملک میں عوام کے مسائل حل کرنے کے لیے اقدامات کیے جا رہ — [197, 204, 287, 318]
continuation-header — [484, 544, 574, 555]
news-column — [480, 24, 577, 1352]
continuation-label: بقیہ — [293, 666, 357, 677]
continuation-number: 17 — [452, 1231, 478, 1242]
continuation-label: بقیہ — [197, 322, 261, 333]
continuation-number: 32 — [165, 1084, 191, 1095]
continuation-number: 24 — [261, 322, 287, 333]
continuation-number: 21 — [356, 879, 382, 890]
continuation-number: 37 — [70, 445, 96, 456]
article-text: پاکستان حکومت نے کہا کہ ملک میں عوام کے مسائل حل کرنے کے لیے اقدامات کیے جا رہے ہیں اور اس سلسلے میں وزیر اعظم نے اجلاس کی صدارت کی جس میں اہم فیصلے کیے گئے پاکستان حکومت نے کہا کہ ملک میں عوام کے مسائل حل کرنے کے لیے اقدامات کیے جا رہے ہیں اور اس سلسلے میں وزیر اعظم نے اجلاس کی صدارت کی جس میں اہم فیصلے کیے گئے پاکستان حکومت نے کہا کہ ملک میں عوام کے مسائل حل کرنے کے لیے اقدامات کیے جا رہے ہیں اور اس سلسلے میں وزیر اعظم نے اجلاس کی صدارت کی جس — [101, 1195, 191, 1326]
article-text: پاکستان حکومت نے کہا کہ ملک میں عوام کے مسائل حل کرنے کے لیے اقدامات کیے جا رہے ہیں اور اس سلسلے میں وزیر اعظم ن — [388, 24, 478, 56]
continuation-label: بقیہ — [579, 535, 643, 546]
article-text: پاکستان حکومت نے کہا کہ ملک میں عوام کے مسائل حل کرنے کے لیے اقدامات کیے جا رہے ہیں اور اس سلسلے میں وزیر اعظم ن — [388, 1244, 478, 1276]
article-text: پاکستان حکومت نے کہا کہ ملک میں عوام کے مسائل حل کرنے کے لیے اقدامات کیے جا رہے ہیں اور اس سلسلے میں وزیر اعظم نے اجلاس کی صدارت کی جس میں اہم فیصلے کیے گئے پاکستان حکومت نے کہا کہ ملک میں عوام کے مسائل حل کرنے کے لیے اقدامات کیے جا رہے ہیں اور اس سلسلے میں وزیر اعظم نے اجلاس کی صدارت کی جس میں اہم فیصلے کیے گئے پاکستان حکومت نے کہا کہ ملک میں عوام کے مسائل حل کرنے کے لیے اقدامات کیے جا رہے ہیں اور اس سلسلے میں وزیر اعظم نے اجلاس کی صدارت کی جس میں اہم فیصلے کیے گئے پاکستان حکومت نے کہا کہ ملک میں عوام کے مسائل حل کرنے کے لیے اقدامات کیے جا رہے ہیں اور اس سلسلے میں وزیر اعظم نے اجلاس کی صدارت کی جس میں اہم فیصلے کیے گئے پاکستان حکومت نے کہا کہ ملک میں عوام کے مسائل حل کرنے کے لیے اقدامات کیے جا رہے ہیں اور اس سلسلے میں وزیر اعظم نے اجلاس کی صدارت کی جس میں اہم فیصلے کیے گئے پاکستان حکومت نے کہا کہ ملک میں عوام کے مسائل حل کرنے کے لیے اقدامات کیے جا رہے ہیں اور اس سلسلے میں وزیر اعظم نے اجلاس کی صدارت کی جس میں اہم فیصلے کیے گئے پاکستان حکومت نے کہا کہ ملک میں عوام کے مسائل حل کرنے کے لیے اقدامات کیے جا رہے ہیں اور اس سلسلے میں وزیر اعظم نے اجلاس کی صدارت کی جس میں اہم فیصلے کیے گئے پاکستان حکومت نے کہا کہ ملک میں عوام کے مسائل حل کرنے کے لیے اقدامات کیے جا رہے ہیں اور اس سلسلے میں وزیر اعظم نے اجلاس کی صدارت کی جس میں اہم فیصلے کیے گئے پاکستان حکومت نے کہا کہ ملک میں عوام کے مسائل حل کرنے کے لیے اقدامات کیے جا رہے ہیں اور اس سلسلے میں وزیر اعظم نے اجلاس کی صدارت کی جس میں اہم فیصلے کیے گئے پاکستان حکومت نے کہا کہ ملک میں عوام کے مسا — [483, 704, 573, 1130]
continuation-number: 36 — [70, 347, 96, 358]
continuation-label: بقیہ — [388, 1280, 452, 1291]
